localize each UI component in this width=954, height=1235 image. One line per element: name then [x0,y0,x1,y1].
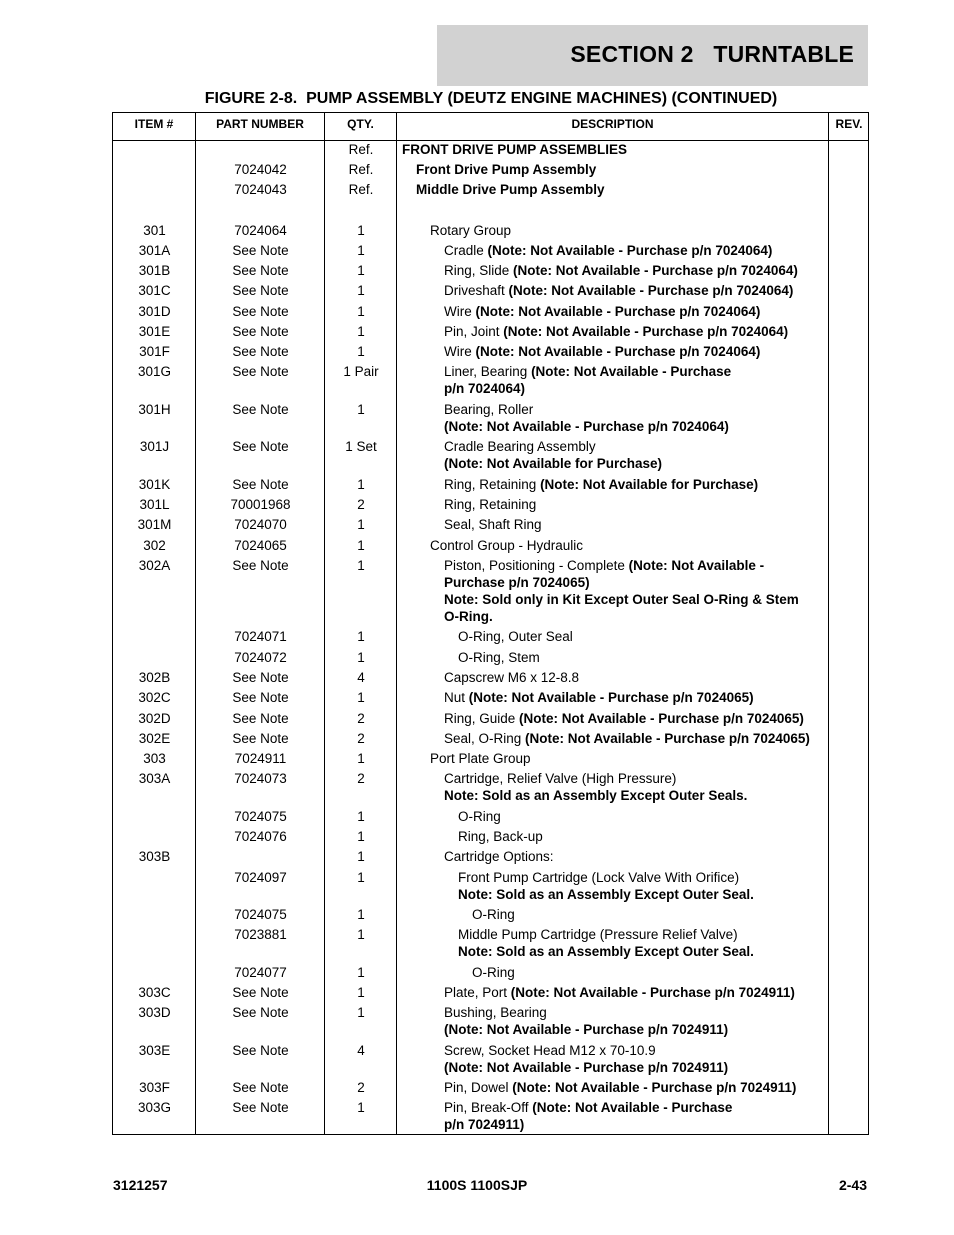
description-cell [397,363,876,397]
description-text: Wire [444,344,476,359]
qty-cell: 2 [357,771,365,786]
description-cell [397,242,876,259]
description-text: (Note: Not Available - Purchase p/n 7024064) [503,324,789,339]
description-line [444,591,876,608]
item-number-cell: 301A [138,243,171,258]
part-number-cell: See Note [232,1100,289,1115]
description-line [444,1042,876,1059]
item-number-cell: 301L [139,497,170,512]
qty-cell: 1 [357,965,365,980]
item-number-cell: 303 [143,751,166,766]
description-text: Screw, Socket Head M12 x 70-10.9 [444,1043,656,1058]
description-text: Cartridge Options: [444,849,554,864]
part-number-cell: See Note [232,731,289,746]
part-number-cell: See Note [232,344,289,359]
description-line [472,906,904,923]
description-text: Bearing, Roller [444,402,534,417]
description-line [444,282,876,299]
item-number-cell: 302D [138,711,171,726]
description-text: p/n 7024911) [444,1117,525,1132]
part-number-cell: 7024065 [234,538,287,553]
part-number-cell: 7024077 [234,965,287,980]
description-text: (Note: Not Available - [628,558,765,573]
qty-cell: 1 [357,263,365,278]
description-text: Note: Sold as an Assembly Except Outer Seals. [444,788,748,803]
description-text: Control Group - Hydraulic [430,538,584,553]
description-line [444,303,876,320]
description-text: O-Ring [472,907,515,922]
qty-cell: 1 [357,283,365,298]
part-number-cell: 7024043 [234,182,287,197]
description-line [444,574,876,591]
description-text: Ring, Retaining [444,477,541,492]
qty-cell: 1 [357,517,365,532]
item-number-cell: 302E [138,731,171,746]
description-text: (Note: Not Available - Purchase [532,1100,733,1115]
description-text: Liner, Bearing [444,364,532,379]
description-line [444,984,876,1001]
description-cell [397,964,904,981]
description-cell [397,984,876,1001]
description-text: O-Ring [472,965,515,980]
column-header-item: ITEM # [134,117,174,131]
description-cell [397,869,890,903]
part-number-cell: 7024072 [234,650,287,665]
description-line [458,869,890,886]
description-line [472,964,904,981]
qty-cell: Ref. [348,142,374,157]
qty-cell: 1 [357,1100,365,1115]
description-text: (Note: Not Available for Purchase) [444,456,663,471]
description-line [444,1004,876,1021]
description-text: (Note: Not Available - Purchase p/n 7024065) [519,711,804,726]
description-cell [397,161,848,178]
description-cell [397,516,876,533]
part-number-cell: 7023881 [234,927,287,942]
description-line [444,418,876,435]
description-line [444,608,876,625]
description-line [444,848,876,865]
part-number-cell: 7024911 [234,751,287,766]
item-number-cell: 303B [138,849,171,864]
description-text: (Note: Not Available - Purchase p/n 7024911) [444,1022,729,1037]
description-cell [397,926,890,960]
description-text: (Note: Not Available - Purchase p/n 7024064) [487,243,773,258]
description-line [444,1059,876,1076]
description-text: Pin, Joint [444,324,504,339]
description-text: Driveshaft [444,283,509,298]
qty-cell: 2 [357,1080,365,1095]
description-text: O-Ring [458,809,501,824]
part-number-cell: See Note [232,477,289,492]
description-cell [397,438,876,472]
description-cell [397,1099,876,1133]
description-text: (Note: Not Available - Purchase p/n 7024911) [510,985,795,1000]
description-line [444,689,876,706]
part-number-cell: See Note [232,558,289,573]
description-text: Middle Drive Pump Assembly [416,182,605,197]
part-number-cell: See Note [232,243,289,258]
description-text: Note: Sold as an Assembly Except Outer Seal. [458,887,754,902]
description-line [402,141,834,158]
description-line [444,323,876,340]
description-cell [397,557,876,625]
description-line [444,438,876,455]
description-cell [397,222,862,239]
description-cell [397,496,876,513]
description-cell [397,1004,876,1038]
description-text: Cradle [444,243,488,258]
qty-cell: 1 [357,927,365,942]
description-line [458,649,890,666]
item-number-cell: 303D [138,1005,171,1020]
description-text: (Note: Not Available - Purchase p/n 7024065) [525,731,810,746]
description-cell [397,750,862,767]
section-title: SECTION 2 TURNTABLE [570,41,854,67]
qty-cell: 1 [357,690,365,705]
description-text: (Note: Not Available - Purchase p/n 7024064) [475,304,761,319]
item-number-cell: 303C [138,985,171,1000]
figure-title: FIGURE 2-8. PUMP ASSEMBLY (DEUTZ ENGINE MACHINES) (CONTINUED) [204,90,778,107]
qty-cell: 1 [357,629,365,644]
description-line [444,380,876,397]
part-number-cell: See Note [232,690,289,705]
description-cell [397,343,876,360]
description-line [416,181,848,198]
part-number-cell: 7024075 [234,809,287,824]
part-number-cell: See Note [232,985,289,1000]
qty-cell: 1 [357,829,365,844]
qty-cell: 1 [357,809,365,824]
description-cell [397,537,862,554]
part-number-cell: See Note [232,263,289,278]
description-line [444,557,876,574]
column-header-description: DESCRIPTION [571,117,654,131]
description-text: (Note: Not Available - Purchase p/n 7024064) [513,263,798,278]
item-number-cell: 301F [139,344,170,359]
description-text: Ring, Guide [444,711,520,726]
description-line [444,770,876,787]
qty-cell: 2 [357,497,365,512]
description-line [444,242,876,259]
description-cell [397,730,876,747]
part-number-cell: 7024073 [234,771,287,786]
description-text: Seal, O-Ring [444,731,526,746]
description-text: Ring, Retaining [444,497,537,512]
part-number-cell: 7024070 [234,517,287,532]
description-line [444,1021,876,1038]
part-number-cell: See Note [232,1043,289,1058]
description-text: Ring, Slide [444,263,514,278]
item-number-cell: 301G [137,364,172,379]
qty-cell: 2 [357,731,365,746]
description-text: Ring, Back-up [458,829,543,844]
part-number-cell: See Note [232,364,289,379]
column-header-part-number: PART NUMBER [216,117,304,131]
description-cell [397,262,876,279]
footer-doc-number: 3121257 [113,1177,168,1193]
part-number-cell: See Note [232,304,289,319]
description-text: Front Pump Cartridge (Lock Valve With Orifice) [458,870,740,885]
qty-cell: Ref. [348,162,374,177]
item-number-cell: 303E [138,1043,171,1058]
qty-cell: 1 [357,1005,365,1020]
description-cell [397,628,890,645]
item-number-cell: 302 [143,538,166,553]
description-line [444,669,876,686]
item-number-cell: 302B [138,670,171,685]
item-number-cell: 301B [138,263,171,278]
qty-cell: 1 Pair [343,364,379,379]
description-text: Port Plate Group [430,751,531,766]
description-line [458,886,890,903]
description-line [444,1099,876,1116]
description-cell [397,770,876,804]
part-number-cell: 7024042 [234,162,287,177]
part-number-cell: See Note [232,670,289,685]
qty-cell: 4 [357,670,365,685]
description-line [430,750,862,767]
description-text: p/n 7024064) [444,381,526,396]
part-number-cell: 7024076 [234,829,287,844]
item-number-cell: 301 [143,223,166,238]
description-line [458,943,890,960]
description-text: Middle Pump Cartridge (Pressure Relief Valve) [458,927,738,942]
item-number-cell: 303A [138,771,171,786]
description-text: Pin, Dowel [444,1080,513,1095]
description-cell [397,669,876,686]
description-line [458,628,890,645]
qty-cell: Ref. [348,182,374,197]
description-line [458,808,890,825]
item-number-cell: 301H [138,402,171,417]
description-text: O-Ring, Stem [458,650,540,665]
qty-cell: 1 [357,344,365,359]
qty-cell: 1 [357,558,365,573]
description-cell [397,848,876,865]
part-number-cell: See Note [232,711,289,726]
description-cell [397,282,876,299]
footer-model: 1100S 1100SJP [426,1177,528,1193]
part-number-cell: See Note [232,439,289,454]
description-line [444,455,876,472]
description-text: Wire [444,304,476,319]
qty-cell: 1 [357,538,365,553]
description-line [458,926,890,943]
part-number-cell: 7024071 [234,629,287,644]
description-line [444,262,876,279]
description-cell [397,808,890,825]
description-cell [397,303,876,320]
column-header-qty: QTY. [347,117,374,131]
description-cell [397,906,904,923]
qty-cell: 1 [357,751,365,766]
description-line [444,363,876,380]
qty-cell: 1 [357,477,365,492]
description-line [444,730,876,747]
description-text: (Note: Not Available - Purchase [531,364,732,379]
column-header-rev: REV. [835,117,863,131]
description-cell [397,401,876,435]
description-cell [397,710,876,727]
qty-cell: 1 [357,304,365,319]
description-line [444,516,876,533]
part-number-cell: 7024075 [234,907,287,922]
description-cell [397,181,848,198]
description-text: Note: Sold only in Kit Except Outer Seal O-Ring & Stem [444,592,799,607]
parts-table [112,112,869,1135]
qty-cell: 1 [357,650,365,665]
item-number-cell: 301K [138,477,171,492]
description-cell [397,1042,876,1076]
description-line [444,710,876,727]
description-text: (Note: Not Available - Purchase p/n 7024064) [475,344,761,359]
part-number-cell: See Note [232,324,289,339]
item-number-cell: 301M [137,517,172,532]
part-number-cell: 70001968 [230,497,291,512]
description-text: Purchase p/n 7024065) [444,575,590,590]
section-header-bar [437,25,868,86]
qty-cell: 4 [357,1043,365,1058]
qty-cell: 1 [357,907,365,922]
description-cell [397,323,876,340]
item-number-cell: 302C [138,690,171,705]
description-text: Piston, Positioning - Complete [444,558,629,573]
description-text: Cradle Bearing Assembly [444,439,596,454]
description-cell [397,649,890,666]
description-cell [397,476,876,493]
description-line [444,1079,876,1096]
item-number-cell: 301D [138,304,171,319]
item-number-cell: 301J [139,439,170,454]
description-line [458,828,890,845]
description-line [444,476,876,493]
item-number-cell: 303G [137,1100,172,1115]
qty-cell: 1 [357,324,365,339]
description-line [444,1116,876,1133]
description-line [444,787,876,804]
description-line [444,401,876,418]
description-cell [397,141,834,158]
description-text: (Note: Not Available - Purchase p/n 7024911) [512,1080,797,1095]
description-text: Nut [444,690,469,705]
description-text: Front Drive Pump Assembly [416,162,597,177]
description-text: (Note: Not Available - Purchase p/n 7024065) [468,690,754,705]
description-text: Note: Sold as an Assembly Except Outer Seal. [458,944,754,959]
description-text: FRONT DRIVE PUMP ASSEMBLIES [402,142,628,157]
part-number-cell: See Note [232,1005,289,1020]
description-cell [397,1079,876,1096]
qty-cell: 1 [357,849,365,864]
description-line [416,161,848,178]
description-text: O-Ring, Outer Seal [458,629,573,644]
description-cell [397,828,890,845]
description-line [430,222,862,239]
description-line [430,537,862,554]
item-number-cell: 303F [139,1080,170,1095]
part-number-cell: 7024064 [234,223,287,238]
part-number-cell: See Note [232,1080,289,1095]
qty-cell: 1 [357,870,365,885]
description-text: Rotary Group [430,223,512,238]
description-text: Seal, Shaft Ring [444,517,542,532]
qty-cell: 2 [357,711,365,726]
qty-cell: 1 [357,223,365,238]
description-text: Pin, Break-Off [444,1100,533,1115]
description-cell [397,689,876,706]
footer-page-number: 2-43 [838,1177,867,1193]
description-line [444,343,876,360]
description-text: O-Ring. [444,609,493,624]
description-text: (Note: Not Available - Purchase p/n 7024064) [444,419,729,434]
item-number-cell: 301C [138,283,171,298]
description-line [444,496,876,513]
description-text: (Note: Not Available - Purchase p/n 7024911) [444,1060,729,1075]
qty-cell: 1 [357,402,365,417]
part-number-cell: See Note [232,283,289,298]
part-number-cell: 7024097 [234,870,287,885]
qty-cell: 1 [357,243,365,258]
description-text: Plate, Port [444,985,511,1000]
item-number-cell: 302A [138,558,171,573]
qty-cell: 1 Set [345,439,377,454]
description-text: Capscrew M6 x 12-8.8 [444,670,580,685]
qty-cell: 1 [357,985,365,1000]
part-number-cell: See Note [232,402,289,417]
description-text: Bushing, Bearing [444,1005,547,1020]
description-text: (Note: Not Available for Purchase) [540,477,759,492]
item-number-cell: 301E [138,324,171,339]
description-text: (Note: Not Available - Purchase p/n 7024064) [508,283,794,298]
description-text: Cartridge, Relief Valve (High Pressure) [444,771,677,786]
